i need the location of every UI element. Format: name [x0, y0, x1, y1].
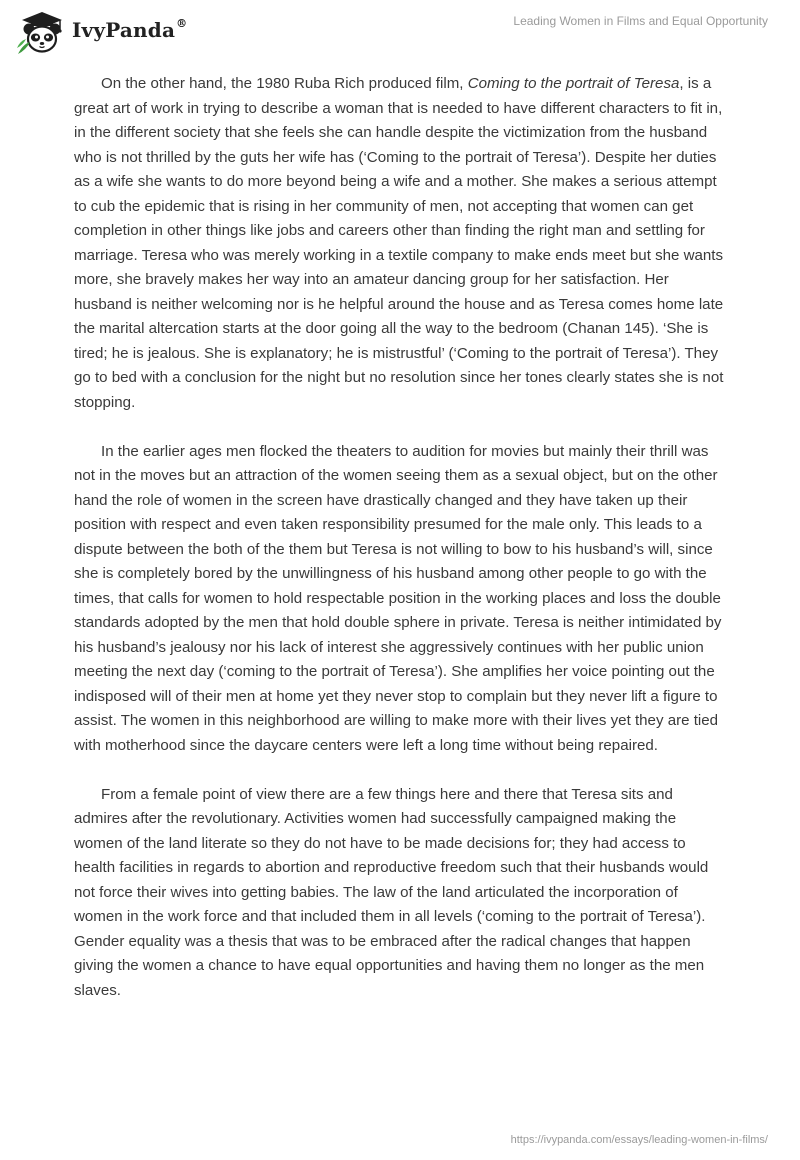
- document-title: Leading Women in Films and Equal Opportunity: [513, 14, 768, 28]
- paragraph-1: [74, 72, 726, 415]
- source-url[interactable]: https://ivypanda.com/essays/leading-women-in-films/: [510, 1134, 768, 1146]
- paragraph-1-lead: On the other hand, the 1980 Ruba Rich produced film,: [101, 75, 468, 92]
- registered-mark: ®: [176, 17, 188, 31]
- page-header: [0, 0, 800, 62]
- brand-name: IvyPanda®: [72, 17, 188, 42]
- paragraph-2: In the earlier ages men flocked the theaters to audition for movies but mainly their thrill was not in the moves but an attraction of the women seeing them as a sexual object, but on the other hand the role of women in the screen have drastically changed and they have taken up their position with respect and even taken responsibility presumed for the male only. This leads to a dispute between the both of the them but Teresa is not willing to bow to his husband’s will, since she is completely bored by the unwillingness of his husband among other people to go with the times, that calls for women to hold respectable position in the working places and loss the double standards adopted by the men that hold double sphere in private. Teresa is neither intimidated by his husband’s jealousy nor his lack of interest she aggressively continues with her public union meeting the next day (‘coming to the portrait of Teresa’). She amplifies her voice pointing out the indisposed will of their men at home yet they never stop to complain but they never lift a figure to assist. The women in this neighborhood are willing to make more with their lives yet they are tied with motherhood since the daycare centers were left a long time without being repaired.: [74, 442, 722, 754]
- paragraph-3: From a female point of view there are a few things here and there that Teresa sits and admires after the revolutionary. Activities women had successfully campaigned making the women of the land literate so they do not have to be made decisions for; they had access to health facilities in regards to abortion and reproductive freedom such that their husbands would not force their wives into getting babies. The law of the land articulated the incorporation of women in the work force and that included them in all levels (‘coming to the portrait of Teresa’). Gender equality was a thesis that was to be embraced after the radical changes that happen giving the women a chance to have equal opportunities and having them no longer as the men slaves.: [74, 785, 709, 999]
- film-title: Coming to the portrait of Teresa: [467, 75, 680, 92]
- ivypanda-logo[interactable]: [14, 8, 187, 56]
- paragraph-1-rest: , is a great art of work in trying to describe a woman that is needed to have different characters to fit in, in the different society that she feels she can handle despite the victimization from the husband who is not thrilled by the guts her wife has (‘Coming to the portrait of Teresa’). Despite her duties as a wife she wants to do more beyond being a wife and a mother. She makes a serious attempt to cub the epidemic that is rising in her community of men, not accepting that women can get completion in other things like jobs and careers other than finding the right man and settling for marriage. Teresa who was merely working in a textile company to make ends meet but she wants more, she bravely makes her way into an amateur dancing group for her satisfaction. Her husband is neither welcoming nor is he helpful around the house and as Teresa comes home late the marital altercation starts at the door going all the way to the bedroom (Chanan 145). ‘She is tired; he is jealous. She is explanatory; he is mistrustful’ (‘Coming to the portrait of Teresa’). They go to bed with a conclusion for the night but no resolution since her tones clearly states she is not stopping.: [74, 75, 724, 411]
- essay-body: [74, 72, 726, 1028]
- panda-graduate-icon: [14, 8, 70, 56]
